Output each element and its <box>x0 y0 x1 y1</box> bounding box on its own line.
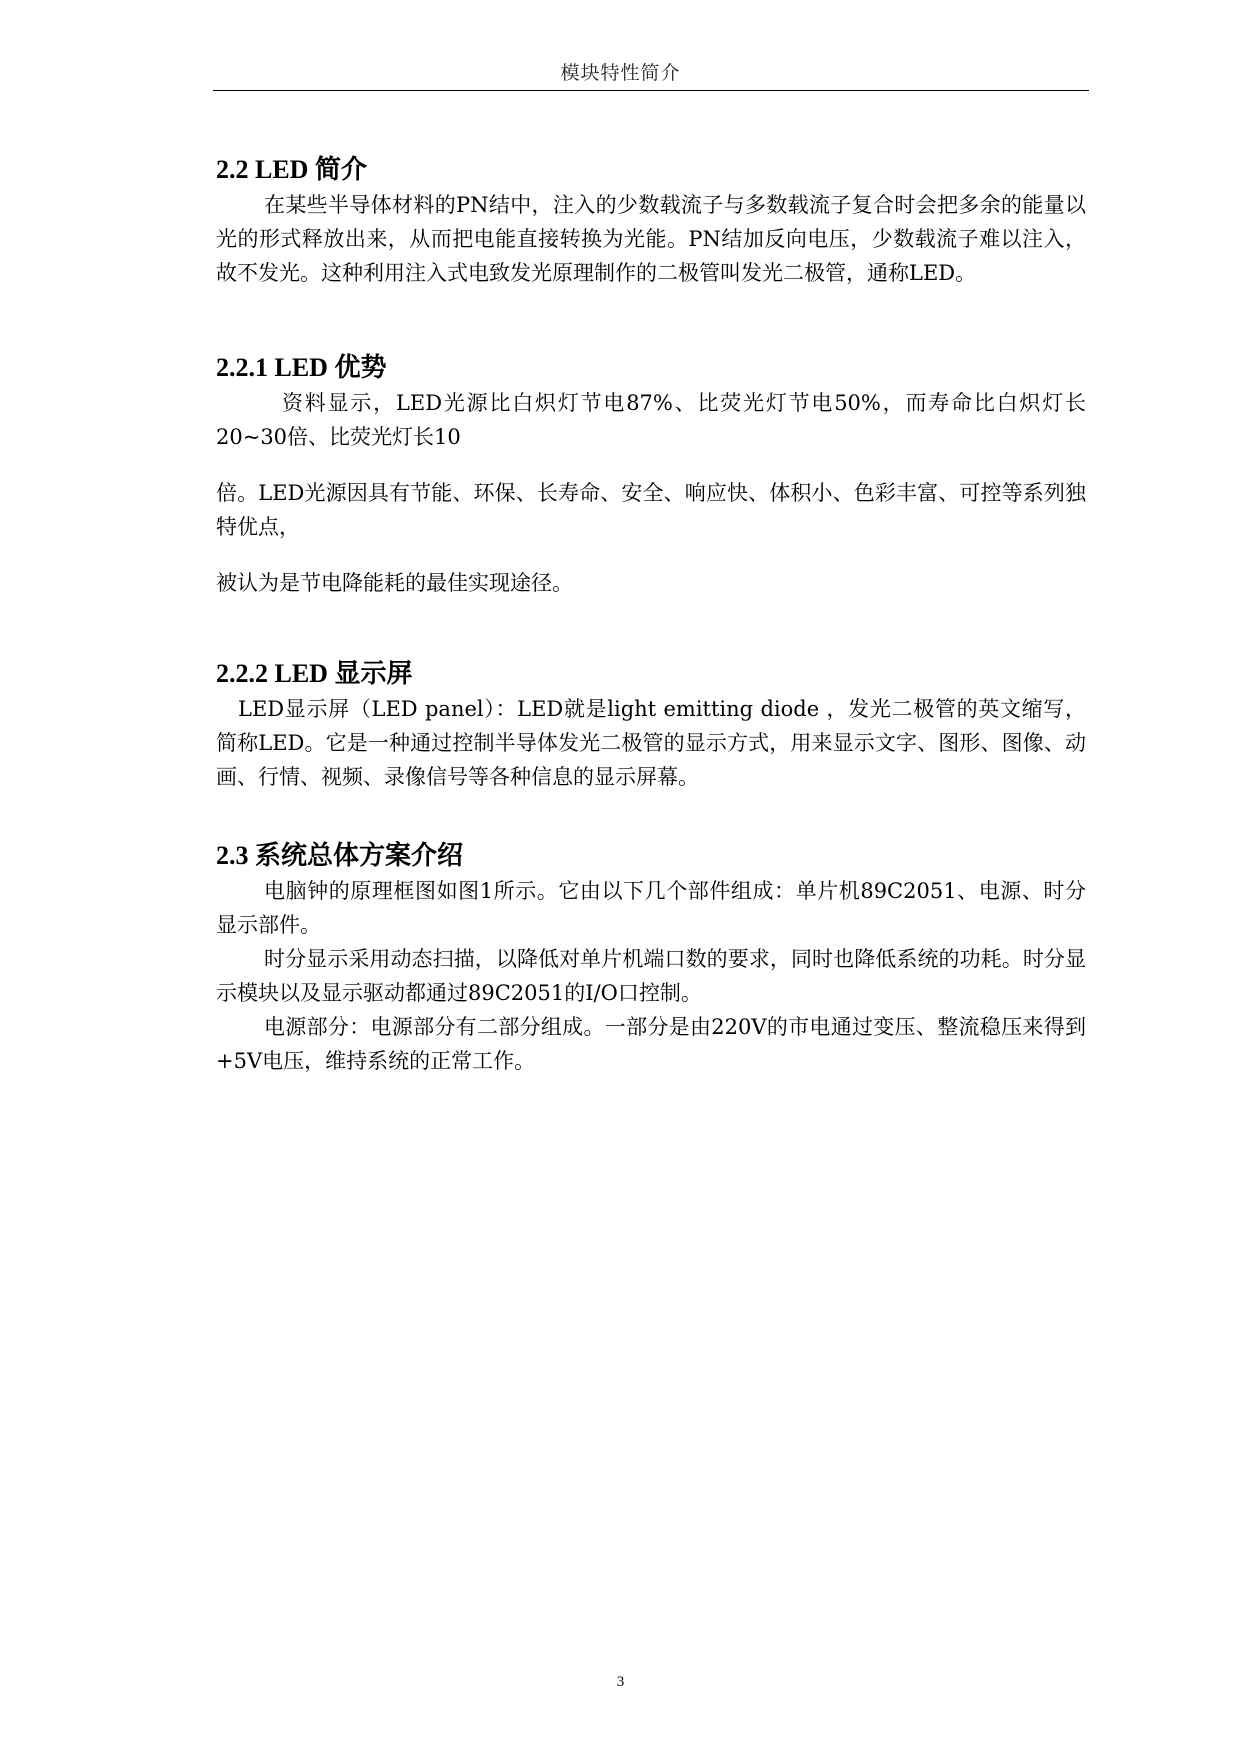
section-heading-2-2: 2.2 LED 简介 <box>216 155 367 184</box>
section-2-3-paragraph-3: 电源部分：电源部分有二部分组成。一部分是由220V的市电通过变压、整流稳压来得到+5V电压，维持系统的正常工作。 <box>216 1015 1086 1073</box>
section-heading-2-2-2: 2.2.2 LED 显示屏 <box>216 659 413 688</box>
header-divider <box>213 90 1089 91</box>
page-header-title: 模块特性简介 <box>560 62 681 84</box>
section-2-2-2-paragraph: LED显示屏（LED panel）：LED就是light emitting diode ，发光二极管的英文缩写，简称LED。它是一种通过控制半导体发光二极管的显示方式，用来显示文字、图形、图像、动画、行情、视频、录像信号等各种信息的显示屏幕。 <box>216 697 1086 789</box>
section-2-3-paragraph-2: 时分显示采用动态扫描，以降低对单片机端口数的要求，同时也降低系统的功耗。时分显示模块以及显示驱动都通过89C2051的I/O口控制。 <box>216 947 1086 1005</box>
section-2-2-paragraph: 在某些半导体材料的PN结中，注入的少数载流子与多数载流子复合时会把多余的能量以光的形式释放出来，从而把电能直接转换为光能。PN结加反向电压，少数载流子难以注入，故不发光。这种利用注入式电致发光原理制作的二极管叫发光二极管，通称LED。 <box>216 193 1086 285</box>
section-heading-2-3: 2.3 系统总体方案介绍 <box>216 841 464 870</box>
section-2-3-paragraph-1: 电脑钟的原理框图如图1所示。它由以下几个部件组成：单片机89C2051、电源、时分显示部件。 <box>216 879 1086 937</box>
section-heading-2-2-1: 2.2.1 LED 优势 <box>216 353 387 382</box>
document-body <box>216 150 1086 1078</box>
section-2-2-1-paragraph-2: 倍。LED光源因具有节能、环保、长寿命、安全、响应快、体积小、色彩丰富、可控等系列独特优点， <box>216 481 1086 539</box>
page-number: 3 <box>616 1674 625 1690</box>
section-2-2-1-paragraph-1: 资料显示，LED光源比白炽灯节电87%、比荧光灯节电50%，而寿命比白炽灯长20~30倍、比荧光灯长10 <box>216 391 1086 449</box>
section-2-2-1-paragraph-3: 被认为是节电降能耗的最佳实现途径。 <box>216 571 573 595</box>
